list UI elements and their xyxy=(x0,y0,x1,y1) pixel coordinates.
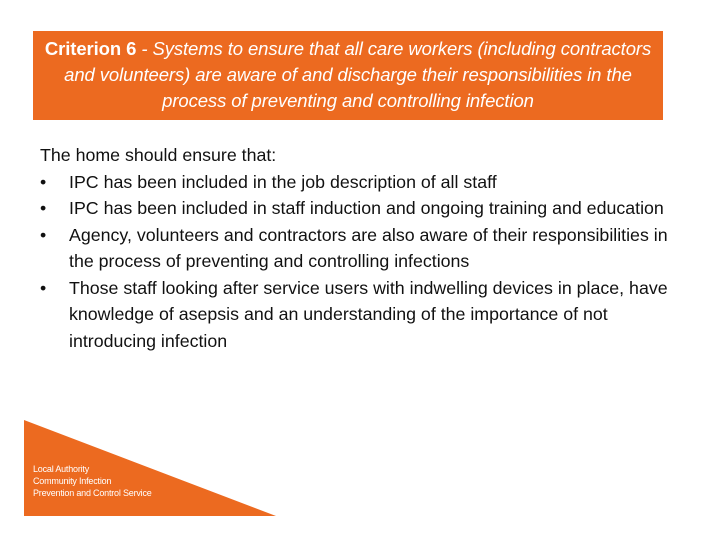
bullet-text: Those staff looking after service users with indwelling devices in place, have knowledge of asepsis and an understanding of the importance of not introducing infection xyxy=(69,277,668,351)
logo-line-2: Community Infection xyxy=(33,476,112,486)
logo-line-3: Prevention and Control Service xyxy=(33,488,152,498)
slide-body xyxy=(40,142,680,354)
bullet-item-1 xyxy=(40,169,680,196)
bullet-item-3 xyxy=(40,222,680,275)
bullet-marker: • xyxy=(40,198,47,218)
bullet-marker: • xyxy=(40,171,47,192)
logo-line-1: Local Authority xyxy=(33,464,90,474)
slide-title-banner xyxy=(33,31,663,120)
organisation-logo-text xyxy=(33,463,152,499)
title-description: - Systems to ensure that all care workers (including contractors and volunteers) are aware of and discharge their responsibilities in the process of preventing and controlling infection xyxy=(64,38,652,111)
bullet-list xyxy=(40,169,680,355)
bullet-item-2 xyxy=(40,195,680,222)
title-criterion: Criterion 6 xyxy=(44,38,137,59)
bullet-text: IPC has been included in staff induction and ongoing training and education xyxy=(69,198,664,218)
bullet-item-4 xyxy=(40,275,680,355)
intro-text: The home should ensure that: xyxy=(40,145,277,165)
bullet-marker: • xyxy=(40,224,47,245)
bullet-text: Agency, volunteers and contractors are also aware of their responsibilities in the process of preventing and controlling infections xyxy=(69,224,668,271)
bullet-text: IPC has been included in the job description of all staff xyxy=(69,171,497,192)
bullet-marker: • xyxy=(40,277,47,298)
